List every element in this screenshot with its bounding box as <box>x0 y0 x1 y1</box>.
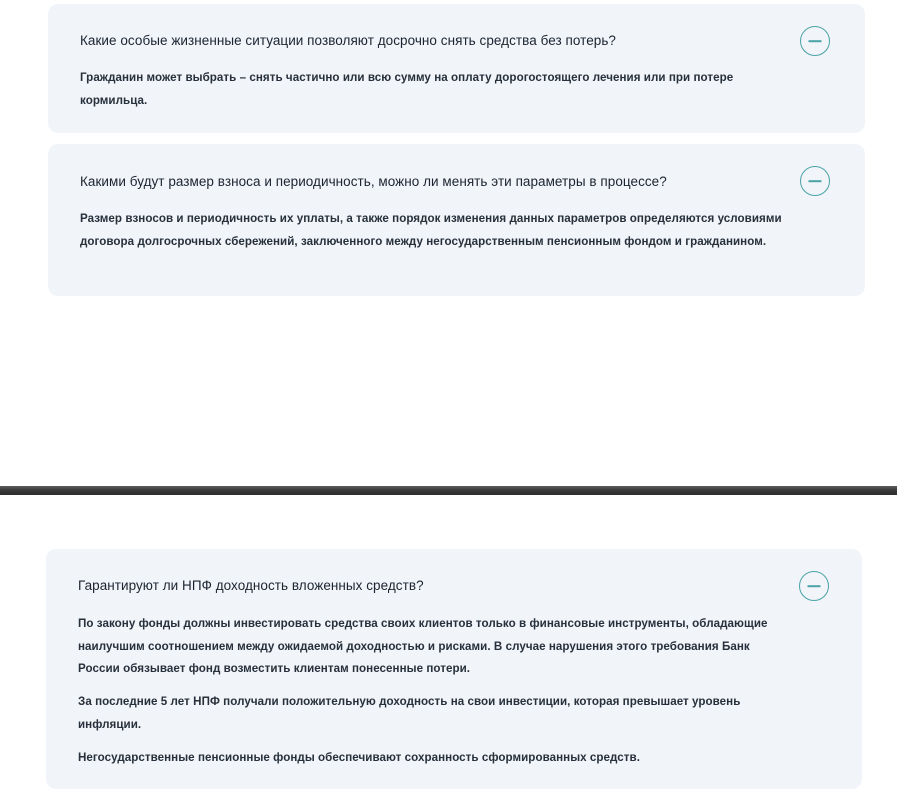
collapse-button[interactable] <box>799 571 829 601</box>
faq-answer-paragraph: Негосударственные пенсионные фонды обеспечивают сохранность сформированных средств. <box>78 750 640 764</box>
minus-icon <box>808 585 821 587</box>
minus-icon <box>809 40 822 42</box>
minus-icon <box>809 180 822 182</box>
faq-answer-paragraph: Размер взносов и периодичность их уплаты, а также порядок изменения данных параметров определяются условиями договора долгосрочных сбережений, заключенного между негосударственным пенсионным фондом и гражданином. <box>80 212 782 248</box>
faq-answer <box>80 208 792 253</box>
faq-question[interactable]: Какие особые жизненные ситуации позволяют досрочно снять средства без потерь? <box>80 33 616 48</box>
faq-answer <box>80 67 770 112</box>
faq-answer-paragraph: Гражданин может выбрать – снять частично или всю сумму на оплату дорогостоящего лечения или при потере кормильца. <box>80 71 734 107</box>
faq-question[interactable]: Какими будут размер взноса и периодичность, можно ли менять эти параметры в процессе? <box>80 174 667 189</box>
faq-item <box>46 549 862 789</box>
faq-answer <box>78 613 790 769</box>
collapse-button[interactable] <box>800 166 830 196</box>
faq-answer-paragraph: За последние 5 лет НПФ получали положительную доходность на свои инвестиции, которая превышает уровень инфляции. <box>78 695 741 731</box>
screenshot-divider <box>0 486 897 495</box>
faq-answer-paragraph: По закону фонды должны инвестировать средства своих клиентов только в финансовые инструменты, обладающие наилучшим соотношением между ожидаемой доходностью и рисками. В случае нарушения этого требования Банк России обязывает фонд возместить клиентам понесенные потери. <box>78 617 768 675</box>
faq-item <box>48 144 865 296</box>
faq-item <box>48 4 865 133</box>
collapse-button[interactable] <box>800 26 830 56</box>
faq-question[interactable]: Гарантируют ли НПФ доходность вложенных средств? <box>78 578 424 593</box>
